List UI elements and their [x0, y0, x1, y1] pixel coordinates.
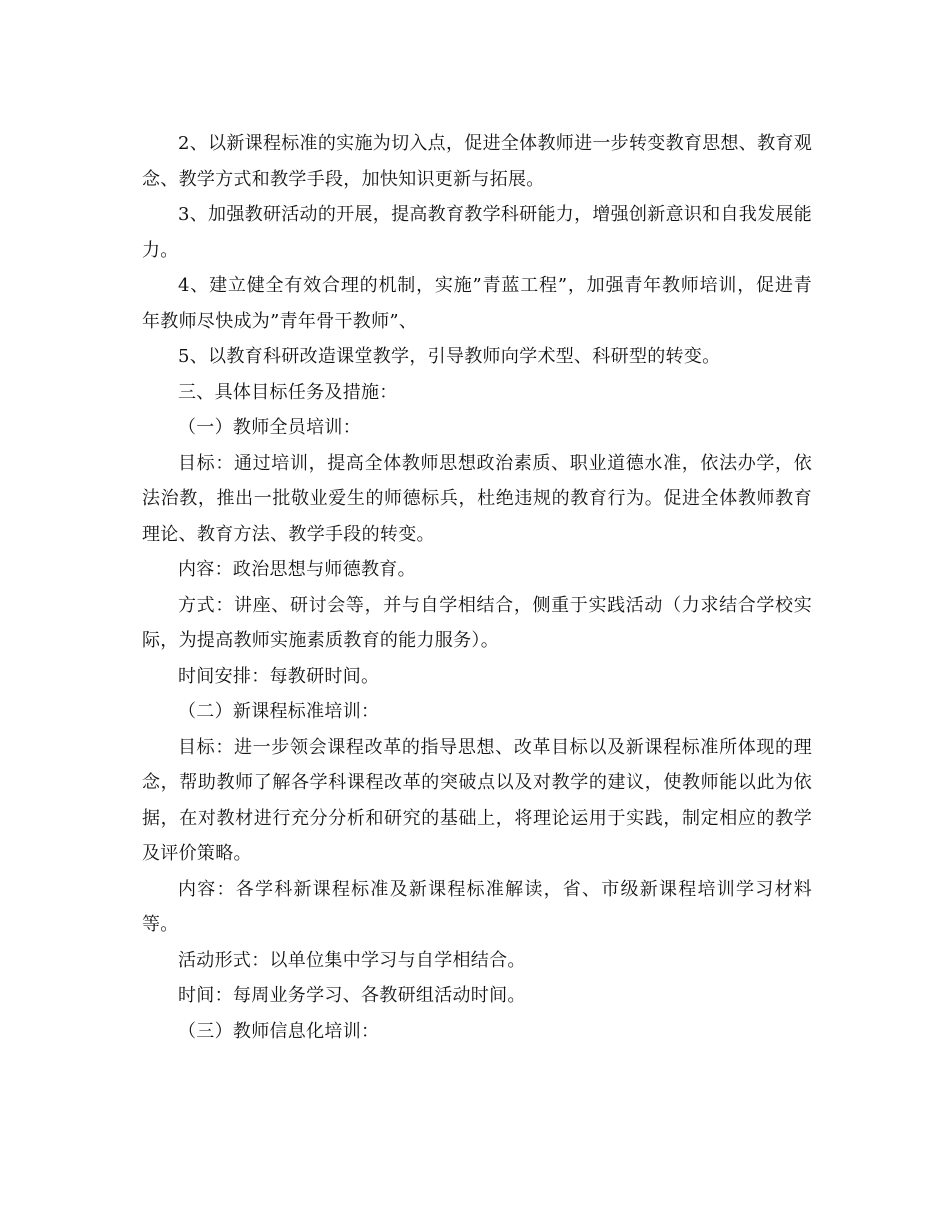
- subsection-heading-2: （二）新课程标准培训：: [178, 701, 380, 722]
- paragraph-goal-4: 4、建立健全有效合理的机制，实施”青蓝工程”，加强青年教师培训，促进青年教师尽快成为”青年骨干教师”、: [142, 275, 812, 332]
- paragraph-format-2: 活动形式：以单位集中学习与自学相结合。: [178, 949, 526, 971]
- paragraph-goal-2: 2、以新课程标准的实施为切入点，促进全体教师进一步转变教育思想、教育观念、教学方式和教学手段，加快知识更新与拓展。: [142, 133, 812, 190]
- paragraph-content-1: 内容：政治思想与师德教育。: [178, 559, 416, 580]
- subsection-heading-1: （一）教师全员培训：: [178, 417, 361, 438]
- paragraph-method-1: 方式：讲座、研讨会等，并与自学相结合，侧重于实践活动（力求结合学校实际，为提高教师实施素质教育的能力服务）。: [142, 594, 812, 651]
- paragraph-objective-2: 目标：进一步领会课程改革的指导思想、改革目标以及新课程标准所体现的理念，帮助教师了解各学科课程改革的突破点以及对教学的建议，使教师能以此为依据，在对教材进行充分分析和研究的基础上，将理论运用于实践，制定相应的教学及评价策略。: [142, 736, 812, 864]
- paragraph-objective-1: 目标：通过培训，提高全体教师思想政治素质、职业道德水准，依法办学，依法治教，推出一批敬业爱生的师德标兵，杜绝违规的教育行为。促进全体教师教育理论、教育方法、教学手段的转变。: [142, 452, 812, 545]
- document-body: [142, 126, 812, 1049]
- subsection-heading-3: （三）教师信息化培训：: [178, 1020, 380, 1042]
- paragraph-goal-5: 5、以教育科研改造课堂教学，引导教师向学术型、科研型的转变。: [178, 346, 721, 367]
- paragraph-schedule-2: 时间：每周业务学习、各教研组活动时间。: [178, 985, 526, 1006]
- section-heading-3: 三、具体目标任务及措施：: [178, 381, 398, 403]
- paragraph-schedule-1: 时间安排：每教研时间。: [178, 665, 380, 687]
- paragraph-goal-3: 3、加强教研活动的开展，提高教育教学科研能力，增强创新意识和自我发展能力。: [142, 204, 812, 261]
- paragraph-content-2: 内容：各学科新课程标准及新课程标准解读，省、市级新课程培训学习材料等。: [142, 878, 812, 935]
